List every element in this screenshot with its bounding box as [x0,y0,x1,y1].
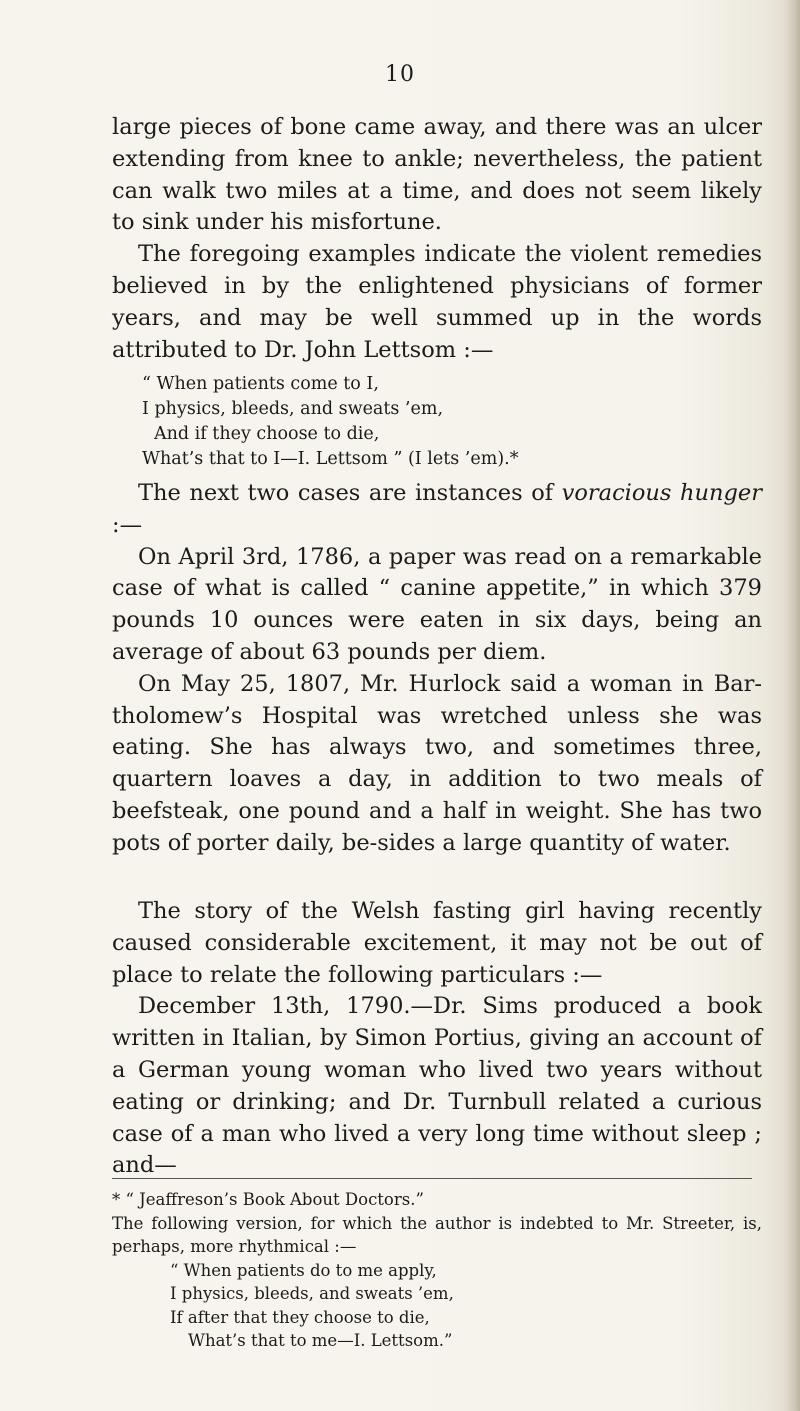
footnote-verse-line: “ When patients do to me apply, [170,1260,437,1280]
text-run: The next two cases are instances of [138,480,562,506]
lettsom-verse [112,372,762,472]
main-text-bottom [112,896,762,1182]
footnote [112,1188,762,1353]
footnote-verse-line: What’s that to me—I. Lettsom.” [188,1331,453,1350]
main-text-top [112,112,762,366]
page-edge-shadow [786,0,800,1411]
footnote-verse-line: I physics, bleeds, and sweats ’em, [170,1284,454,1303]
footnote-verse-line: If after that they choose to die, [170,1307,430,1327]
paragraph-hurlock: On May 25, 1807, Mr. Hurlock said a woman in Bar-tholomew’s Hospital was wretched unless she was eating. She has always two, and sometimes three, quartern loaves a day, in addition to two meals of beefsteak, one pound and a half in weight. She has two pots of porter daily, be-sides a large quantity of water. [112,670,762,856]
paragraph-welsh-fasting-girl: The story of the Welsh fasting girl having recently caused considerable excitement, it may not be out of place to relate the following particulars :— [112,898,762,988]
paragraph-canine-appetite: On April 3rd, 1786, a paper was read on a remarkable case of what is called “ canine appetite,” in which 379 pounds 10 ounces were eaten in six days, being an average of about 63 pounds per diem. [112,543,762,665]
text-run: :— [112,511,143,538]
verse-line: And if they choose to die, [154,424,380,444]
main-text-middle [112,478,762,860]
verse-line: What’s that to I—I. Lettsom ” (I lets ’em).* [142,449,519,469]
paragraph-bone-ulcer: large pieces of bone came away, and there was an ulcer extending from knee to ankle; nevertheless, the patient can walk two miles at a time, and does not seem likely to sink under his misfortune. [112,114,762,236]
footnote-source: * “ Jeaffreson’s Book About Doctors.” [112,1190,424,1209]
verse-line: “ When patients come to I, [142,374,379,394]
footnote-divider [112,1178,752,1179]
page-number: 10 [385,62,415,87]
paragraph-violent-remedies: The foregoing examples indicate the violent remedies believed in by the enlightened physicians of former years, and may be well summed up in the words attributed to Dr. John Lettsom :— [112,241,762,363]
verse-line: I physics, bleeds, and sweats ’em, [142,399,444,419]
paragraph-voracious-hunger [112,478,762,542]
footnote-text: The following version, for which the author is indebted to Mr. Streeter, is, perhaps, more rhythmical :— [112,1213,762,1256]
italic-phrase: voracious hunger [561,480,762,506]
paragraph-december-1790: December 13th, 1790.—Dr. Sims produced a book written in Italian, by Simon Portius, giving an account of a German young woman who lived two years without eating or drinking; and Dr. Turnbull related a curious case of a man who lived a very long time without sleep ; and— [112,993,762,1179]
